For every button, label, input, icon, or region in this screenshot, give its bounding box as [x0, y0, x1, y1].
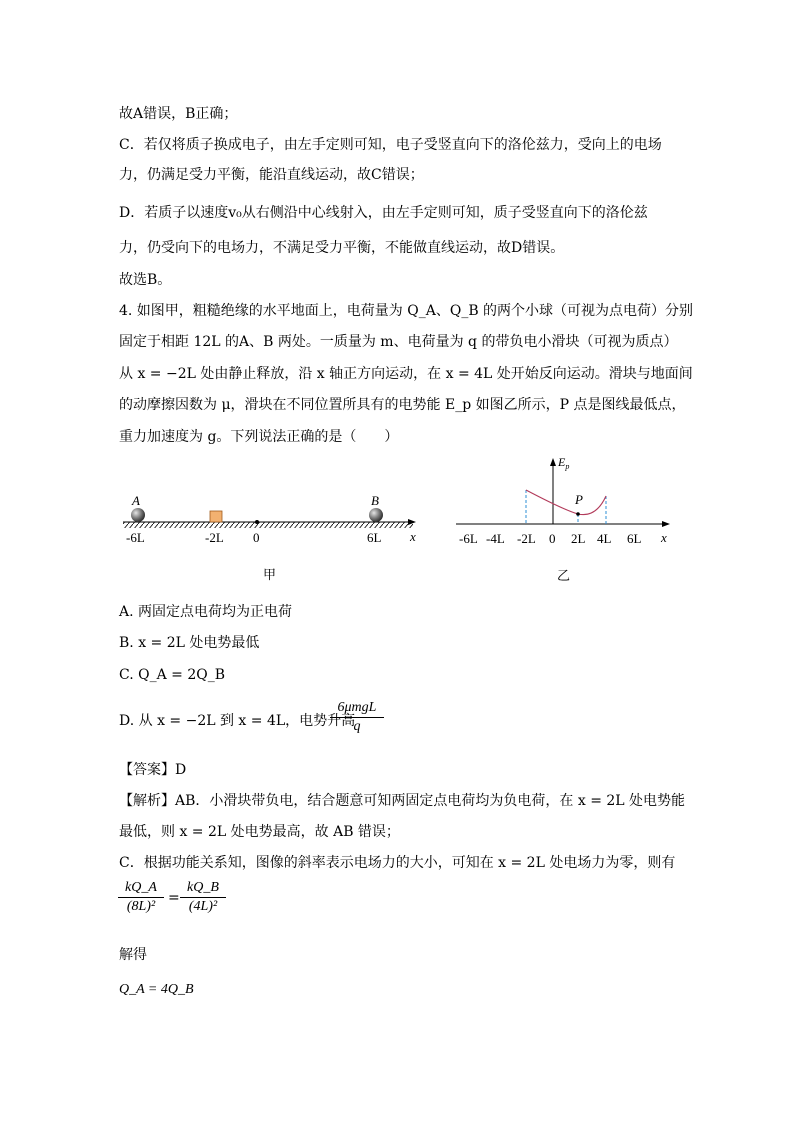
question-4-line-2: 固定于相距 12L 的A、B 两处。一质量为 m、电荷量为 q 的带负电小滑块（可视为质点） [119, 334, 678, 350]
x-axis-arrow [662, 521, 670, 527]
label-b: B [371, 493, 379, 508]
text-line-1: 故A错误，B正确； [119, 106, 238, 122]
tick-2l: 2L [571, 531, 586, 546]
slider-block [210, 511, 222, 522]
tick-neg4l: -4L [486, 531, 505, 546]
axis-x-label: x [410, 529, 416, 544]
equation-num-left: kQ_A [125, 880, 157, 895]
tick-0: 0 [549, 531, 556, 546]
tick-neg6l: -6L [459, 531, 478, 546]
figure-b [454, 456, 676, 586]
figure-a [118, 488, 428, 588]
equation-equals: = [168, 890, 180, 906]
caption-a: 甲 [263, 567, 277, 582]
question-4-line-3: 从 x = −2L 处由静止释放，沿 x 轴正方向运动，在 x = 4L 处开始反向运动。滑块与地面间 [119, 366, 693, 382]
solve-label: 解得 [119, 947, 147, 963]
caption-b: 乙 [557, 568, 571, 583]
label-a: A [132, 493, 140, 508]
answer: 【答案】D [119, 762, 187, 778]
equation [118, 880, 248, 930]
tick-neg2l: -2L [205, 530, 224, 545]
option-b: B. x = 2L 处电势最低 [119, 635, 260, 651]
equation-den-right: (4L)² [188, 899, 218, 914]
text-line-4: D．若质子以速度v₀从右侧沿中心线射入，由左手定则可知，质子受竖直向下的洛伦兹 [119, 205, 648, 221]
y-axis-label: $E_p$ [558, 456, 570, 471]
tick-neg6l: -6L [126, 530, 145, 545]
ep-curve [526, 490, 606, 515]
question-4-line-5: 重力加速度为 g。下列说法正确的是（ ） [119, 429, 399, 445]
tick-neg2l: -2L [517, 531, 536, 546]
result: Q_A = 4Q_B [119, 982, 194, 997]
analysis-line-2: 最低，则 x = 2L 处电势最高，故 AB 错误； [119, 824, 400, 840]
point-p-dot [576, 512, 580, 516]
equation-den-left: (8L)² [126, 899, 156, 914]
tick-6l: 6L [627, 531, 642, 546]
ball-b [369, 508, 383, 522]
tick-4l: 4L [597, 531, 612, 546]
y-axis-arrow [550, 458, 556, 466]
option-d-fraction [330, 700, 384, 735]
origin-dot [255, 520, 259, 524]
axis-x-label: x [661, 530, 667, 545]
equation-num-right: kQ_B [187, 880, 219, 895]
text-line-6: 故选B。 [119, 272, 172, 288]
text-line-5: 力，仍受向下的电场力，不满足受力平衡，不能做直线运动，故D错误。 [119, 240, 565, 256]
question-4-line-1: 4. 如图甲，粗糙绝缘的水平地面上，电荷量为 Q_A、Q_B 的两个小球（可视为点电荷）分别 [119, 303, 694, 319]
option-d: D. 从 x = −2L 到 x = 4L，电势升高 [119, 713, 356, 729]
ball-a [131, 508, 145, 522]
tick-0: 0 [253, 530, 260, 545]
option-c: C. Q_A = 2Q_B [119, 667, 226, 683]
analysis-line-1: 【解析】AB．小滑块带负电，结合题意可知两固定点电荷均为负电荷，在 x = 2L 处电势能 [119, 793, 686, 809]
option-d-numerator: 6μmgL [337, 700, 377, 715]
question-4-line-4: 的动摩擦因数为 μ，滑块在不同位置所具有的电势能 E_p 如图乙所示，P 点是图线最低点， [119, 397, 686, 413]
text-line-3: 力，仍满足受力平衡，能沿直线运动，故C错误； [119, 167, 424, 183]
text-line-2: C．若仅将质子换成电子，由左手定则可知，电子受竖直向下的洛伦兹力，受向上的电场 [119, 137, 662, 153]
analysis-line-3: C．根据功能关系知，图像的斜率表示电场力的大小，可知在 x = 2L 处电场力为零，则有 [119, 855, 676, 871]
tick-6l: 6L [367, 530, 382, 545]
point-p-label: P [575, 492, 583, 507]
ground-hatch [123, 522, 413, 528]
option-a: A. 两固定点电荷均为正电荷 [119, 604, 293, 620]
option-d-denominator: q [353, 719, 361, 734]
